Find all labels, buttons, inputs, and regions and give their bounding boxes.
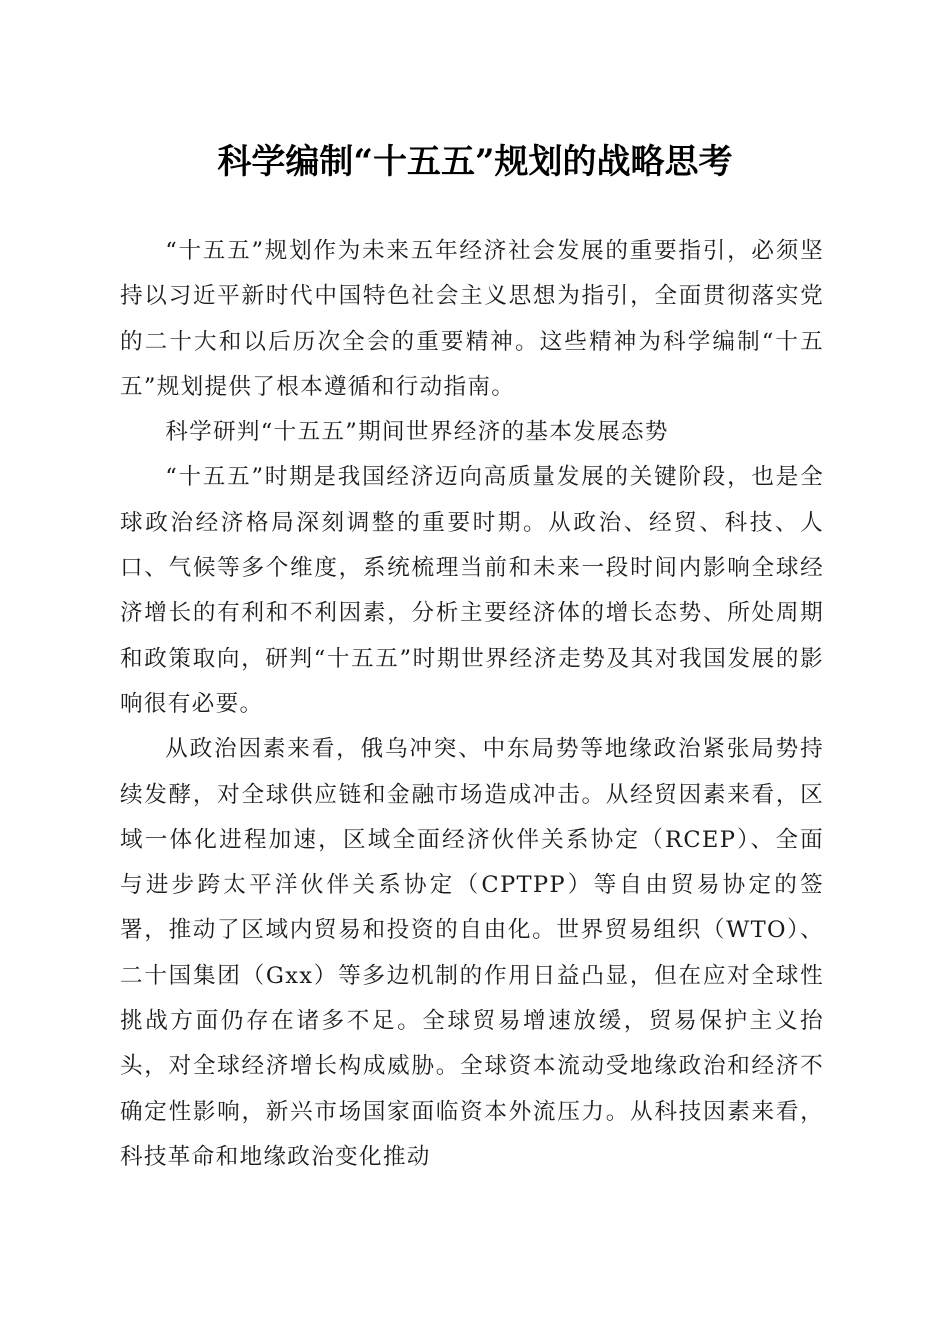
section-heading: 科学研判“十五五”期间世界经济的基本发展态势 xyxy=(165,419,669,446)
paragraph-factors: 从政治因素来看，俄乌冲突、中东局势等地缘政治紧张局势持续发酵，对全球供应链和金融市场造成冲击。从经贸因素来看，区域一体化进程加速，区域全面经济伙伴关系协定（RCEP）、全面与进步跨太平洋伙伴关系协定（CPTPP）等自由贸易协定的签署，推动了区域内贸易和投资的自由化。世界贸易组织（WTO）、二十国集团（Gxx）等多边机制的作用日益凸显，但在应对全球性挑战方面仍存在诸多不足。全球贸易增速放缓，贸易保护主义抬头，对全球经济增长构成威胁。全球资本流动受地缘政治和经济不确定性影响，新兴市场国家面临资本外流压力。从科技因素来看，科技革命和地缘政治变化推动 xyxy=(120,736,824,1170)
paragraph-intro: “十五五”规划作为未来五年经济社会发展的重要指引，必须坚持以习近平新时代中国特色社会主义思想为指引，全面贯彻落实党的二十大和以后历次全会的重要精神。这些精神为科学编制“十五五”规划提供了根本遵循和行动指南。 xyxy=(120,238,824,400)
paragraph-overview: “十五五”时期是我国经济迈向高质量发展的关键阶段，也是全球政治经济格局深刻调整的重要时期。从政治、经贸、科技、人口、气候等多个维度，系统梳理当前和未来一段时间内影响全球经济增长的有利和不利因素，分析主要经济体的增长态势、所处周期和政策取向，研判“十五五”时期世界经济走势及其对我国发展的影响很有必要。 xyxy=(120,464,824,717)
document-title: 科学编制“十五五”规划的战略思考 xyxy=(217,142,733,182)
document-body xyxy=(120,229,824,1180)
